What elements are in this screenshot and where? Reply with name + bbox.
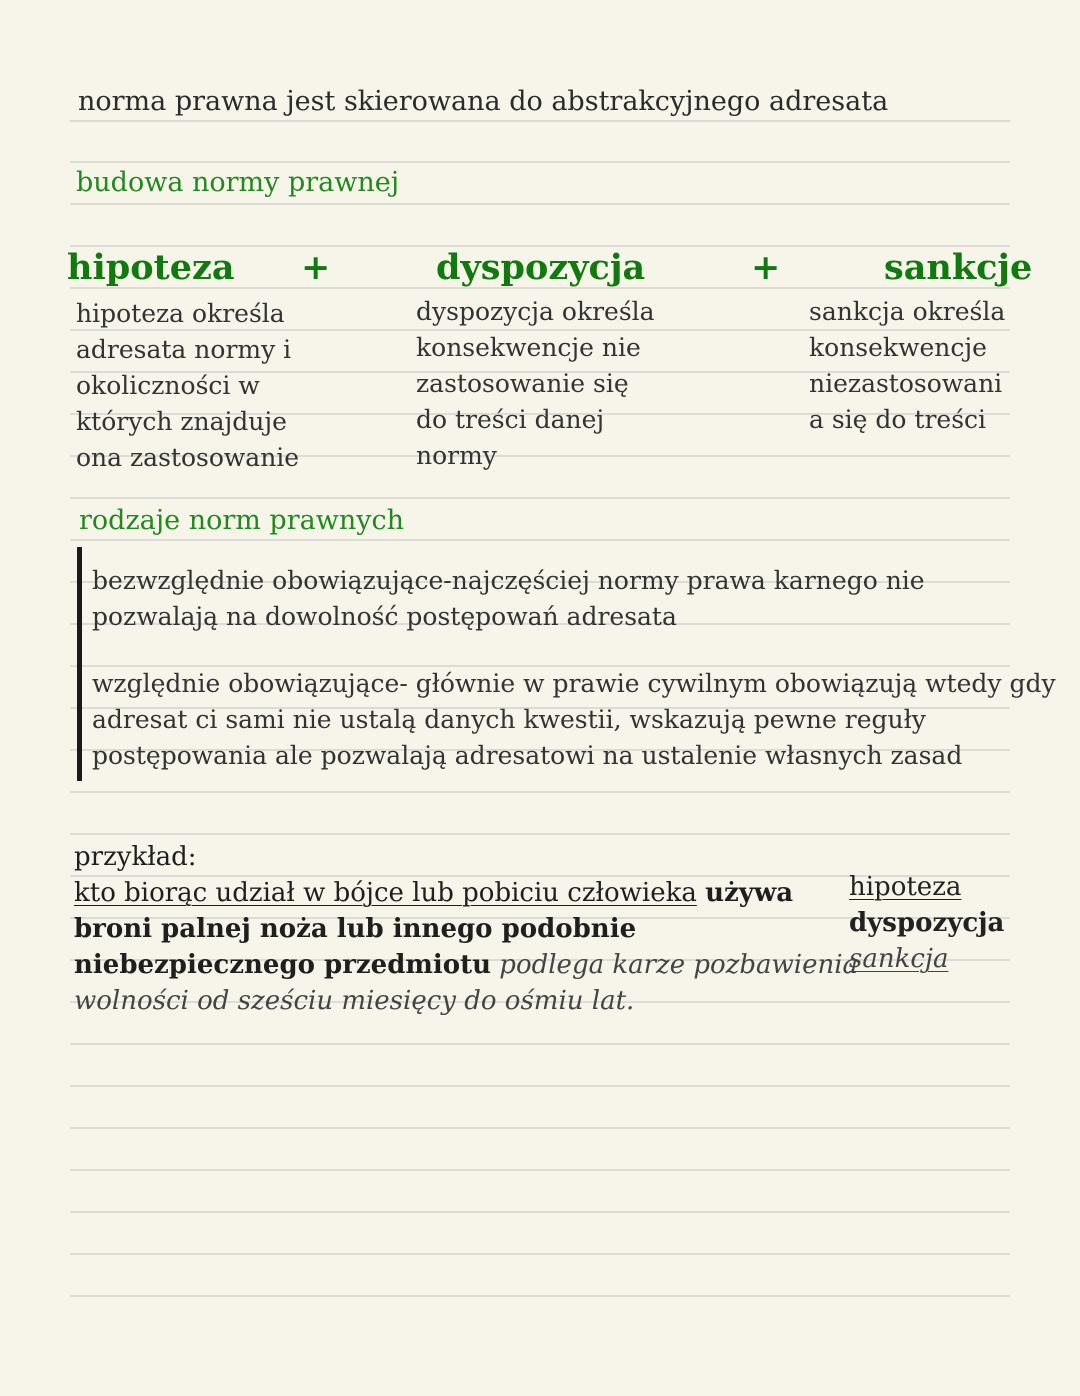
text-line: adresat ci sami nie ustalą danych kwestii, wskazują pewne reguły	[92, 705, 926, 734]
text-line: dyspozycja określa	[416, 297, 655, 326]
plus-sign: +	[751, 247, 781, 288]
example-disposition: niebezpiecznego przedmiotu	[74, 950, 492, 980]
sanction-description	[809, 294, 1005, 438]
text-line: niezastosowani	[809, 369, 1003, 398]
text-line: konsekwencje nie	[416, 333, 641, 362]
example-sanction: wolności od sześciu miesięcy do ośmiu lat.	[74, 986, 635, 1016]
text-line: pozwalają na dowolność postępowań adresata	[92, 602, 677, 631]
ruled-line	[70, 1085, 1010, 1087]
heading-hypothesis: hipoteza	[67, 247, 235, 288]
example-hypothesis: kto biorąc udział w bójce lub pobiciu człowieka	[74, 878, 697, 908]
text-line: hipoteza określa	[76, 299, 285, 328]
text-line: adresata normy i	[76, 335, 292, 364]
example-label: przykład:	[74, 842, 197, 872]
section-title-types: rodzaje norm prawnych	[79, 505, 404, 536]
example-block	[74, 839, 858, 1019]
text-line: normy	[416, 441, 497, 470]
text-line: ona zastosowanie	[76, 443, 300, 472]
ruled-line	[70, 539, 1010, 541]
ruled-line	[70, 833, 1010, 835]
legend-hypothesis: hipoteza	[849, 872, 962, 902]
heading-sanction: sankcje	[884, 247, 1033, 288]
text-line	[74, 947, 858, 983]
example-legend	[849, 869, 1004, 977]
text-line: bezwzględnie obowiązujące-najczęściej normy prawa karnego nie	[92, 566, 925, 595]
type-absolute	[92, 563, 925, 635]
ruled-line	[70, 120, 1010, 122]
ruled-line	[70, 1253, 1010, 1255]
quote-bar	[77, 547, 82, 781]
ruled-line	[70, 1127, 1010, 1129]
ruled-line	[70, 497, 1010, 499]
text-line: których znajduje	[76, 407, 287, 436]
text-line: okoliczności w	[76, 371, 260, 400]
text-line: a się do treści	[809, 405, 987, 434]
ruled-line	[70, 161, 1010, 163]
ruled-line	[70, 1043, 1010, 1045]
text-line	[74, 875, 858, 911]
example-disposition: broni palnej noża lub innego podobnie	[74, 914, 637, 944]
ruled-line	[70, 791, 1010, 793]
intro-text: norma prawna jest skierowana do abstrakcyjnego adresata	[78, 86, 889, 117]
legend-sanction: sankcja	[849, 944, 949, 974]
ruled-line	[70, 203, 1010, 205]
example-sanction: podlega karze pozbawienia	[499, 950, 859, 980]
text-line: postępowania ale pozwalają adresatowi na ustalenie własnych zasad	[92, 741, 963, 770]
ruled-line	[70, 1169, 1010, 1171]
text-line: względnie obowiązujące- głównie w prawie cywilnym obowiązują wtedy gdy	[92, 669, 1056, 698]
ruled-line	[70, 1295, 1010, 1297]
legend-disposition: dyspozycja	[849, 908, 1005, 938]
section-title-structure: budowa normy prawnej	[76, 167, 400, 198]
text-line: sankcja określa	[809, 297, 1006, 326]
ruled-line	[70, 1211, 1010, 1213]
type-relative	[92, 666, 1056, 774]
hypothesis-description	[76, 296, 299, 476]
text-line: zastosowanie się	[416, 369, 629, 398]
heading-disposition: dyspozycja	[436, 247, 646, 288]
disposition-description	[416, 294, 655, 474]
example-disposition: używa	[705, 878, 794, 908]
plus-sign: +	[301, 247, 331, 288]
text-line: konsekwencje	[809, 333, 987, 362]
text-line: do treści danej	[416, 405, 605, 434]
